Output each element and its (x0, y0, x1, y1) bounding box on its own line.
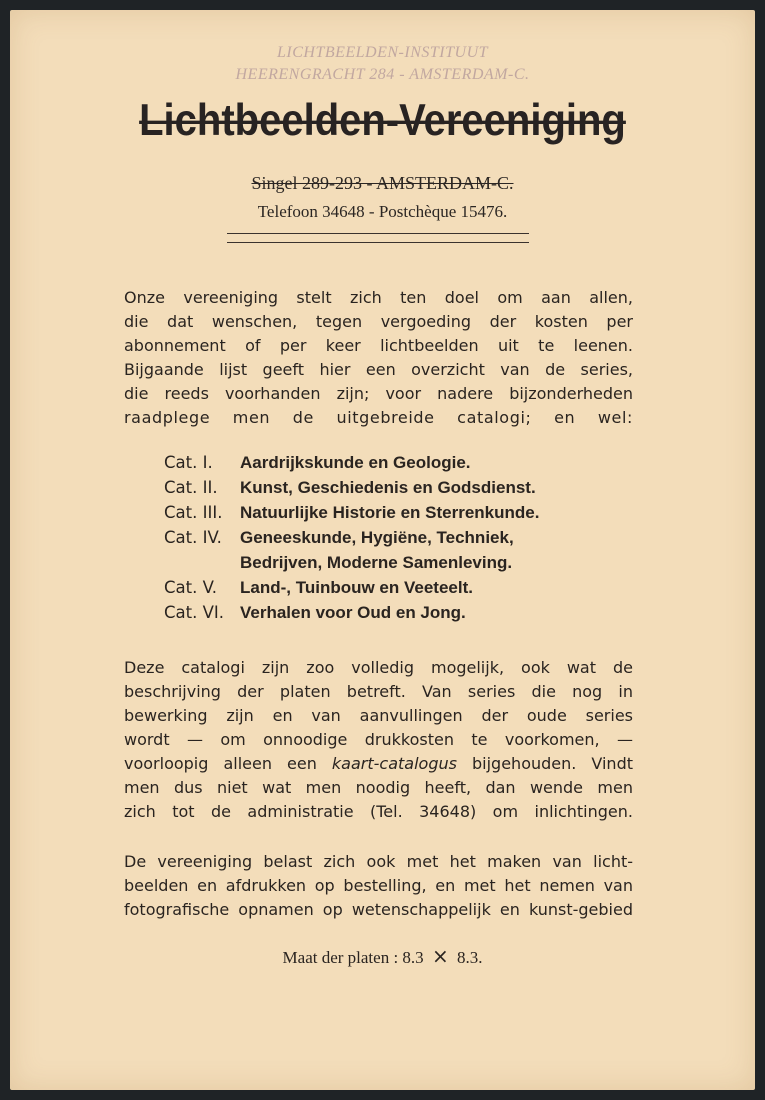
paragraph-text: voorloopig alleen een (124, 754, 332, 773)
catalogue-name: Kunst, Geschiedenis en Godsdienst. (240, 478, 536, 497)
intro-line: Onze vereeniging stelt zich ten doel om aan allen, (124, 288, 633, 307)
catalogue-item (164, 528, 624, 553)
catalogue-name: Aardrijkskunde en Geologie. (240, 453, 471, 472)
catalogue-name: Bedrijven, Moderne Samenleving. (240, 553, 513, 572)
intro-paragraph (124, 286, 633, 430)
document-title: Lichtbeelden-Vereeniging (139, 96, 626, 146)
paragraph-line: wordt — om onnoodige drukkosten te voorkomen, — (124, 730, 633, 749)
catalogue-number: Cat. I. (164, 453, 213, 472)
paragraph-line: De vereeniging belast zich ook met het maken van licht- (124, 852, 633, 871)
divider-bottom (227, 242, 529, 243)
plate-size-value: 8.3. (456, 948, 483, 967)
catalogue-name: Land-, Tuinbouw en Veeteelt. (240, 578, 473, 597)
kaart-catalogus-term: kaart-catalogus (331, 754, 457, 773)
paragraph-line: fotografische opnamen op wetenschappelijk en kunst-gebied (124, 900, 633, 919)
address-line: Singel 289-293 - AMSTERDAM-C. (251, 173, 514, 193)
catalogue-list (164, 453, 624, 628)
phone-line: Telefoon 34648 - Postchèque 15476. (257, 202, 508, 221)
catalogue-name: Geneeskunde, Hygiëne, Techniek, (240, 528, 514, 547)
paragraph-line (124, 752, 633, 776)
plate-size-label: Maat der platen : 8.3 (282, 948, 424, 967)
paragraph-line: men dus niet wat men noodig heeft, dan wende men (124, 778, 633, 797)
paragraph-line: beschrijving der platen betreft. Van series die nog in (124, 682, 633, 701)
catalogue-item (164, 603, 624, 628)
divider-top (227, 233, 529, 234)
intro-line: die reeds voorhanden zijn; voor nadere bijzonderheden (124, 384, 633, 403)
catalogue-name: Natuurlijke Historie en Sterrenkunde. (240, 503, 540, 522)
catalogue-item (164, 453, 624, 478)
paragraph-line: zich tot de administratie (Tel. 34648) om inlichtingen. (124, 802, 633, 821)
stamp-line-1: LICHTBEELDEN-INSTITUUT (276, 44, 489, 61)
stamp-line-2: HEERENGRACHT 284 - AMSTERDAM-C. (235, 66, 530, 83)
times-icon: × (431, 944, 449, 968)
services-paragraph (124, 850, 633, 922)
catalogue-number: Cat. II. (164, 478, 218, 497)
paragraph-line: bewerking zijn en van aanvullingen der oude series (124, 706, 633, 725)
catalogue-item (164, 578, 624, 603)
intro-line: abonnement of per keer lichtbeelden uit te leenen. (124, 336, 633, 355)
catalogue-number: Cat. VI. (164, 603, 224, 622)
catalogue-number: Cat. V. (164, 578, 217, 597)
catalogue-number: Cat. III. (164, 503, 223, 522)
plate-size (0, 944, 765, 968)
paragraph-text: bijgehouden. Vindt (456, 754, 634, 773)
intro-line: raadplege men de uitgebreide catalogi; en wel: (124, 408, 633, 427)
catalogue-paragraph (124, 656, 633, 824)
paragraph-line: beelden en afdrukken op bestelling, en met het nemen van (124, 876, 633, 895)
intro-line: Bijgaande lijst geeft hier een overzicht van de series, (124, 360, 633, 379)
catalogue-item (164, 478, 624, 503)
paragraph-line: Deze catalogi zijn zoo volledig mogelijk, ook wat de (124, 658, 633, 677)
catalogue-name: Verhalen voor Oud en Jong. (240, 603, 466, 622)
catalogue-item (164, 553, 624, 578)
catalogue-item (164, 503, 624, 528)
intro-line: die dat wenschen, tegen vergoeding der kosten per (124, 312, 633, 331)
catalogue-number: Cat. IV. (164, 528, 222, 547)
